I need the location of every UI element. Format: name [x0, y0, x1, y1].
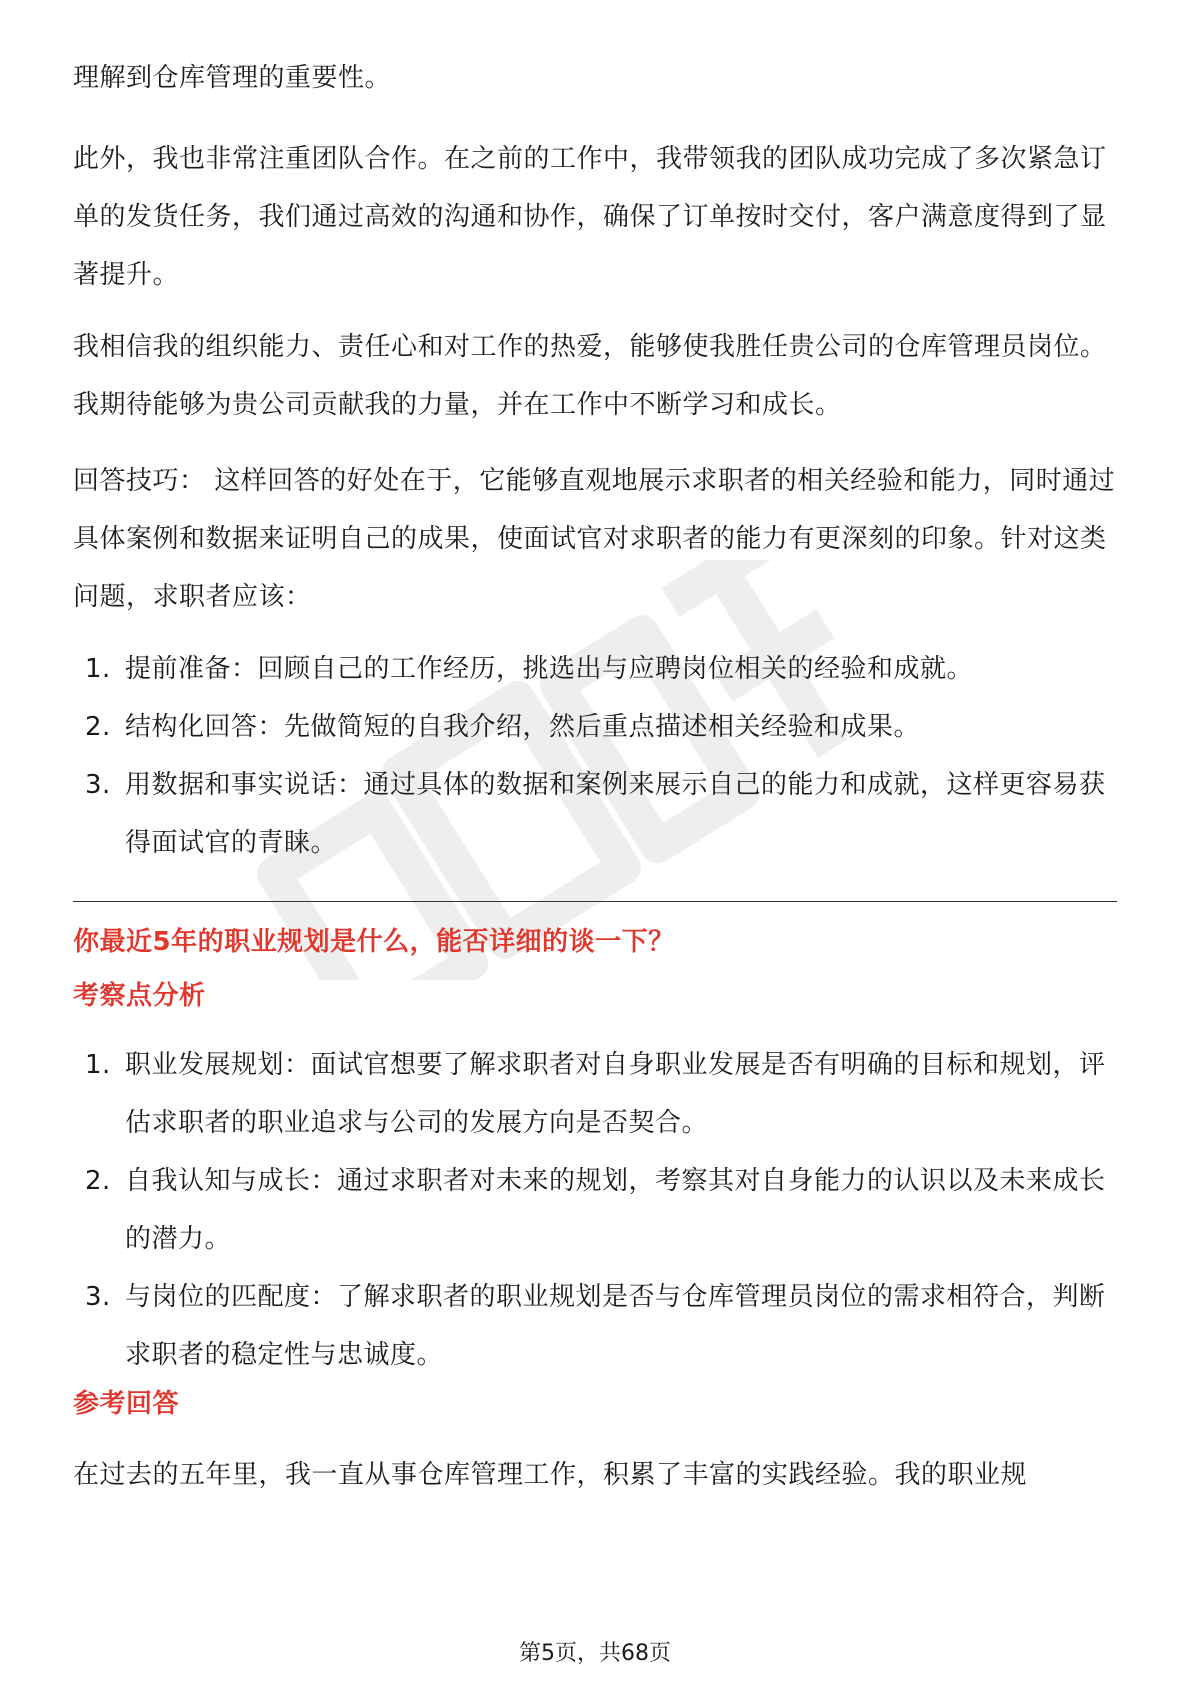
list-item: 3. 与岗位的匹配度：了解求职者的职业规划是否与仓库管理员岗位的需求相符合，判断求职者的稳定性与忠诚度。: [85, 1282, 1106, 1370]
paragraph-tips: 回答技巧： 这样回答的好处在于，它能够直观地展示求职者的相关经验和能力，同时通过具体案例和数据来证明自己的成果，使面试官对求职者的能力有更深刻的印象。针对这类问题，求职者应该：: [73, 466, 1116, 612]
paragraph-2: 此外，我也非常注重团队合作。在之前的工作中，我带领我的团队成功完成了多次紧急订单的发货任务，我们通过高效的沟通和协作，确保了订单按时交付，客户满意度得到了显著提升。: [73, 144, 1107, 290]
analysis-heading: 考察点分析: [73, 981, 206, 1011]
paragraph-3: 我相信我的组织能力、责任心和对工作的热爱，能够使我胜任贵公司的仓库管理员岗位。我期待能够为贵公司贡献我的力量，并在工作中不断学习和成长。: [73, 332, 1107, 420]
list-item: 1. 提前准备：回顾自己的工作经历，挑选出与应聘岗位相关的经验和成就。: [85, 654, 974, 684]
answer-paragraph: 在过去的五年里，我一直从事仓库管理工作，积累了丰富的实践经验。我的职业规: [73, 1460, 1028, 1490]
list-item: 2. 结构化回答：先做简短的自我介绍，然后重点描述相关经验和成果。: [85, 712, 921, 742]
question-heading: 你最近5年的职业规划是什么，能否详细的谈一下？: [73, 927, 675, 957]
page-number: 第5页，共68页: [519, 1641, 671, 1666]
section-divider: [73, 901, 1117, 902]
list-item: 1. 职业发展规划：面试官想要了解求职者对自身职业发展是否有明确的目标和规划，评估求职者的职业追求与公司的发展方向是否契合。: [85, 1050, 1106, 1138]
list-item: 2. 自我认知与成长：通过求职者对未来的规划，考察其对自身能力的认识以及未来成长的潜力。: [85, 1166, 1106, 1254]
answer-heading: 参考回答: [73, 1389, 180, 1419]
analysis-list: [73, 1036, 1117, 1384]
list-item: 3. 用数据和事实说话：通过具体的数据和案例来展示自己的能力和成就，这样更容易获得面试官的青睐。: [85, 770, 1106, 858]
paragraph-1: 理解到仓库管理的重要性。: [73, 63, 392, 93]
tips-list: [73, 640, 1117, 872]
